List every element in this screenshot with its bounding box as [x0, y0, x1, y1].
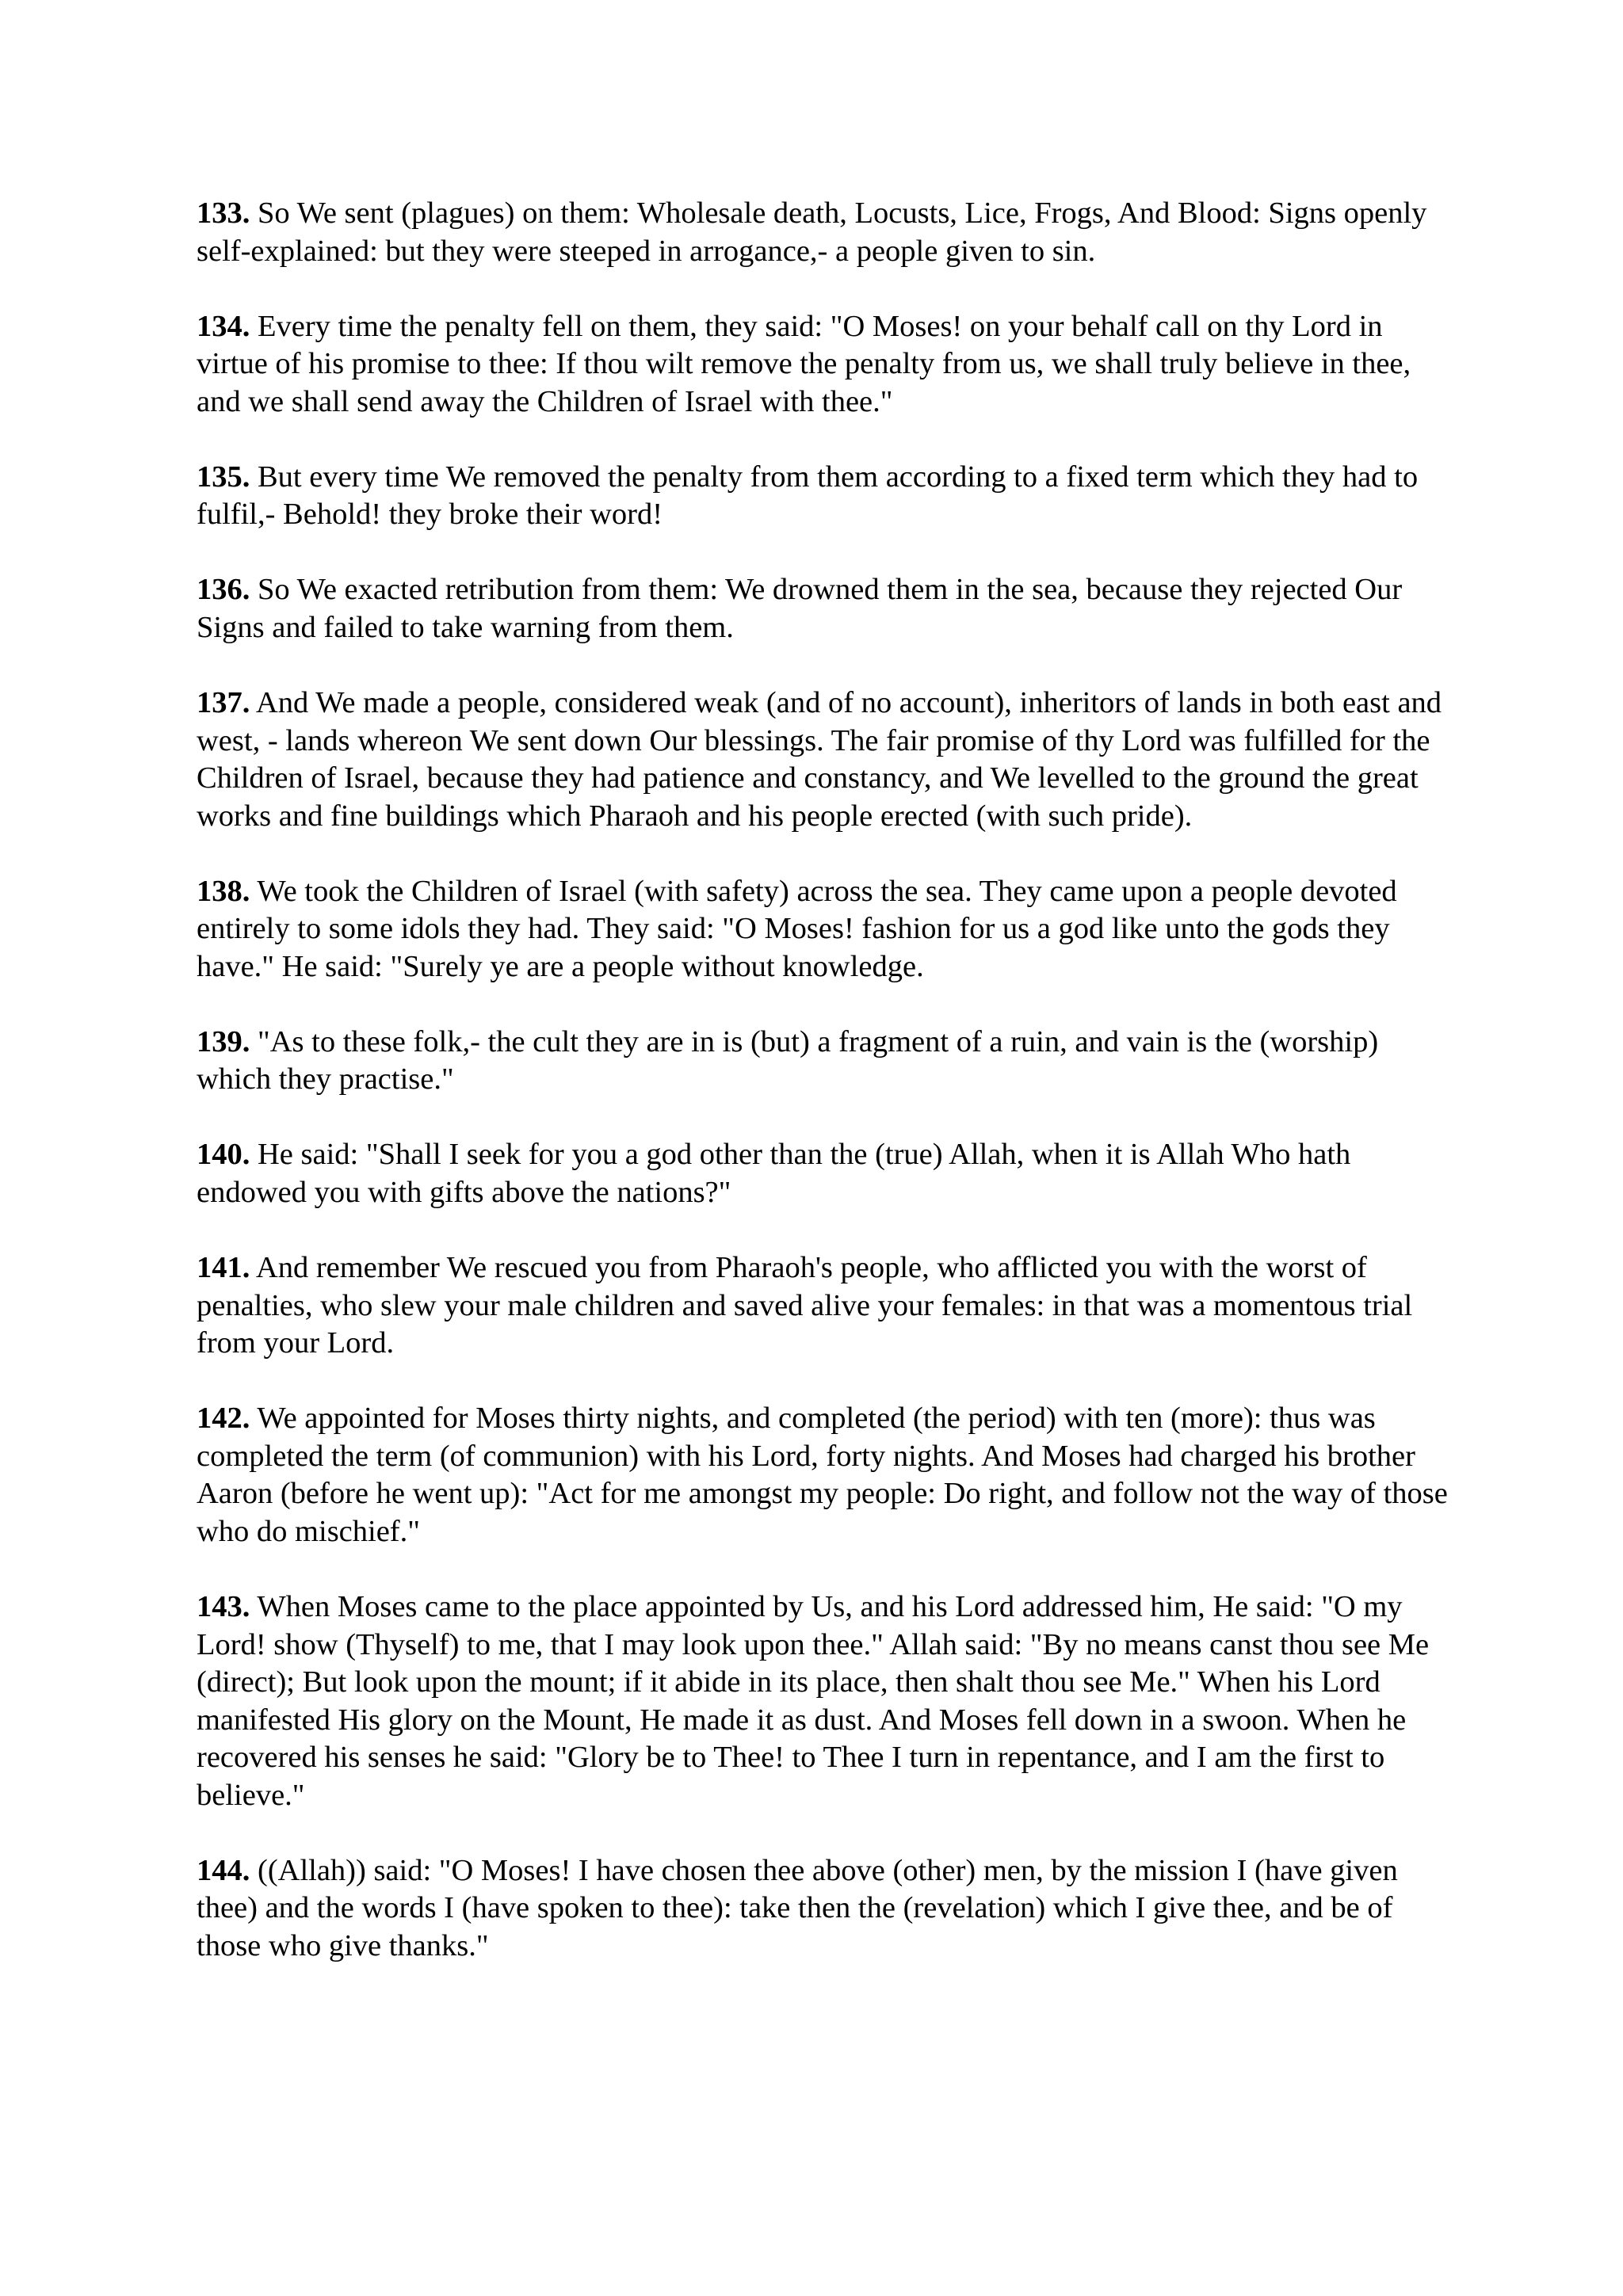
- verse-text: We took the Children of Israel (with safety) across the sea. They came upon a people devoted entirely to some idols they had. They said: "O Moses! fashion for us a god like unto the gods they have." He said: "Surely ye are a people without knowledge.: [197, 874, 1397, 983]
- verse-142: [197, 1400, 1449, 1550]
- verse-text: When Moses came to the place appointed by Us, and his Lord addressed him, He said: "O my Lord! show (Thyself) to me, that I may look upon thee." Allah said: "By no means canst thou see Me (direct); But look upon the mount; if it abide in its place, then shalt thou see Me." When his Lord manifested His glory on the Mount, He made it as dust. And Moses fell down in a swoon. When he recovered his senses he said: "Glory be to Thee! to Thee I turn in repentance, and I am the first to believe.": [197, 1589, 1430, 1812]
- verse-135: [197, 459, 1449, 534]
- verse-number: 137.: [197, 685, 250, 719]
- verse-138: [197, 873, 1449, 986]
- verse-text: And We made a people, considered weak (and of no account), inheritors of lands in both east and west, - lands whereon We sent down Our blessings. The fair promise of thy Lord was fulfilled for the Children of Israel, because they had patience and constancy, and We levelled to the ground the great works and fine buildings which Pharaoh and his people erected (with such pride).: [197, 685, 1442, 833]
- verse-text: So We sent (plagues) on them: Wholesale death, Locusts, Lice, Frogs, And Blood: Signs openly self-explained: but they were steeped in arrogance,- a people given to sin.: [197, 196, 1427, 268]
- verse-140: [197, 1136, 1449, 1211]
- verse-144: [197, 1852, 1449, 1966]
- verse-number: 139.: [197, 1024, 250, 1058]
- verse-text: And remember We rescued you from Pharaoh's people, who afflicted you with the worst of penalties, who slew your male children and saved alive your females: in that was a momentous trial from your Lord.: [197, 1251, 1413, 1360]
- verse-number: 144.: [197, 1853, 250, 1887]
- verse-number: 143.: [197, 1589, 250, 1623]
- verse-134: [197, 308, 1449, 421]
- verse-text: But every time We removed the penalty from them according to a fixed term which they had to fulfil,- Behold! they broke their word!: [197, 460, 1419, 532]
- verse-133: [197, 195, 1449, 270]
- verse-141: [197, 1249, 1449, 1363]
- verse-text: Every time the penalty fell on them, they said: "O Moses! on your behalf call on thy Lord in virtue of his promise to thee: If thou wilt remove the penalty from us, we shall truly believe in thee, and we shall send away the Children of Israel with thee.": [197, 309, 1411, 418]
- verse-number: 134.: [197, 309, 250, 343]
- verse-text: We appointed for Moses thirty nights, and completed (the period) with ten (more): thus was completed the term (of communion) with his Lord, forty nights. And Moses had charged his brother Aaron (before he went up): "Act for me amongst my people: Do right, and follow not the way of those who do mischief.": [197, 1402, 1448, 1548]
- verse-number: 135.: [197, 460, 250, 494]
- verse-text: So We exacted retribution from them: We drowned them in the sea, because they rejected Our Signs and failed to take warning from them.: [197, 573, 1403, 644]
- verse-143: [197, 1589, 1449, 1815]
- verse-number: 133.: [197, 196, 250, 230]
- verse-139: [197, 1024, 1449, 1099]
- verse-number: 136.: [197, 573, 250, 607]
- verse-text: He said: "Shall I seek for you a god other than the (true) Allah, when it is Allah Who hath endowed you with gifts above the nations?": [197, 1138, 1351, 1210]
- verse-number: 141.: [197, 1251, 250, 1284]
- verse-text: ((Allah)) said: "O Moses! I have chosen thee above (other) men, by the mission I (have given thee) and the words I (have spoken to thee): take then the (revelation) which I give thee, and be of those who give thanks.": [197, 1853, 1398, 1963]
- verse-136: [197, 571, 1449, 646]
- verse-number: 138.: [197, 874, 250, 908]
- verse-137: [197, 685, 1449, 835]
- verse-number: 142.: [197, 1402, 250, 1436]
- verse-text: "As to these folk,- the cult they are in is (but) a fragment of a ruin, and vain is the (worship) which they practise.": [197, 1024, 1379, 1097]
- document-page: [197, 195, 1449, 2003]
- verse-number: 140.: [197, 1138, 250, 1172]
